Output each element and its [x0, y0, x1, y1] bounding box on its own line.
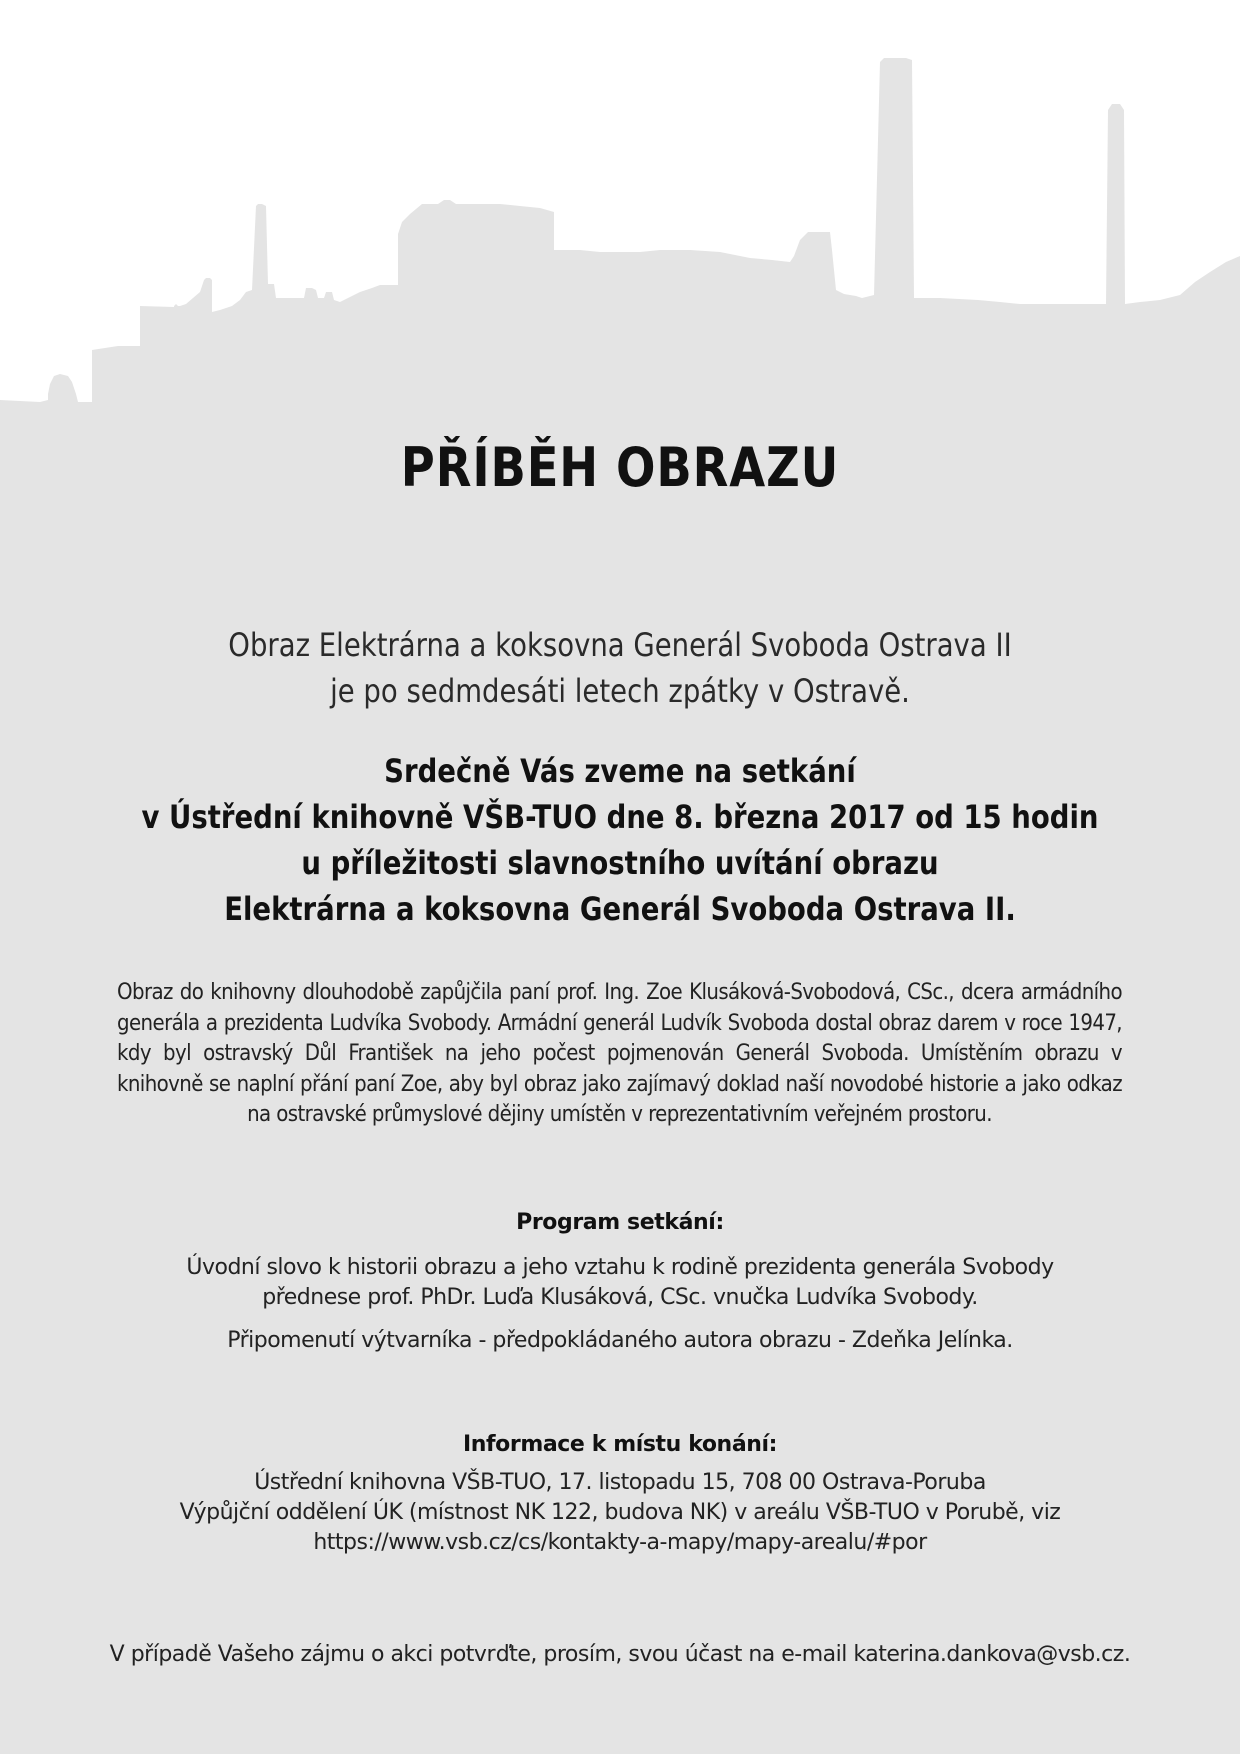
rsvp-note: V případě Vašeho zájmu o akci potvrďte, prosím, svou účast na e-mail katerina.dankova@vsb.cz. [109, 1642, 1131, 1667]
invitation-line-1: Srdečně Vás zveme na setkání [384, 752, 856, 790]
venue-address: Ústřední knihovna VŠB-TUO, 17. listopadu 15, 708 00 Ostrava-Poruba [254, 1470, 986, 1495]
lead-line-2: je po sedmdesáti letech zpátky v Ostravě. [330, 672, 910, 710]
venue-heading: Informace k místu konání: [462, 1432, 778, 1457]
invitation-line-2: v Ústřední knihovně VŠB-TUO dne 8. března 2017 od 15 hodin [141, 798, 1099, 836]
invitation-block [138, 748, 1101, 932]
program-item-1 [110, 1253, 1130, 1313]
program-item-1-line-1: Úvodní slovo k historii obrazu a jeho vztahu k rodině prezidenta generála Svobody [186, 1255, 1054, 1280]
page-title: PŘÍBĚH OBRAZU [400, 436, 840, 499]
program-heading: Program setkání: [516, 1210, 724, 1235]
description-paragraph: Obraz do knihovny dlouhodobě zapůjčila paní prof. Ing. Zoe Klusáková-Svobodová, CSc., dcera armádního generála a prezidenta Ludvíka Svobody. Armádní generál Ludvík Svoboda dostal obraz darem v roce 1947, kdy byl ostravský Důl František na jeho počest pojmenován Generál Svoboda. Umístěním obrazu v knihovně se naplní přání paní Zoe, aby byl obraz jako zajímavý doklad naší novodobé historie a jako odkaz na ostravské průmyslové dějiny umístěn v reprezentativním veřejném prostoru. [117, 980, 1122, 1127]
venue-location: Výpůjční oddělení ÚK (místnost NK 122, budova NK) v areálu VŠB-TUO v Porubě, viz [179, 1500, 1061, 1525]
venue-map-link[interactable]: https://www.vsb.cz/cs/kontakty-a-mapy/mapy-arealu/#por [313, 1530, 927, 1555]
venue-details [110, 1468, 1130, 1558]
program-item-1-line-2: přednese prof. PhDr. Luďa Klusáková, CSc. vnučka Ludvíka Svobody. [262, 1285, 978, 1310]
invitation-line-3: u příležitosti slavnostního uvítání obrazu [301, 844, 939, 882]
lead-paragraph [181, 622, 1058, 714]
program-item-2: Připomenutí výtvarníka - předpokládaného autora obrazu - Zdeňka Jelínka. [227, 1328, 1013, 1353]
lead-line-1: Obraz Elektrárna a koksovna Generál Svoboda Ostrava II [228, 626, 1012, 664]
invitation-line-4: Elektrárna a koksovna Generál Svoboda Ostrava II. [224, 890, 1016, 928]
